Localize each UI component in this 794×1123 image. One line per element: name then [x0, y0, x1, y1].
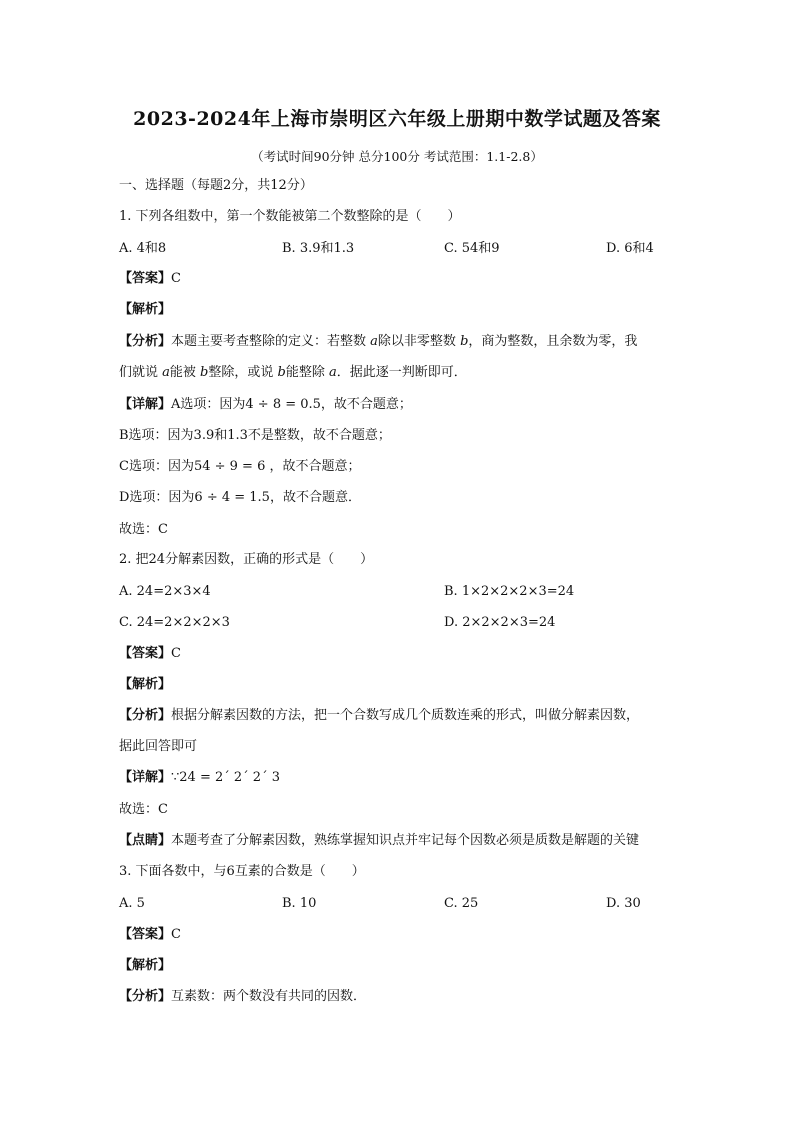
- comment-text: 本题考查了分解素因数，熟练掌握知识点并牢记每个因数必须是质数是解题的关键: [171, 833, 640, 848]
- answer-label: 【答案】: [119, 927, 172, 942]
- fenxi-text: ．据此逐一判断即可．: [336, 365, 467, 380]
- q2-detail: [119, 769, 280, 787]
- q2-option-d: D. 2×2×2×3=24: [444, 615, 556, 630]
- q2-option-b: B. 1×2×2×2×3=24: [444, 584, 575, 599]
- answer-label: 【答案】: [119, 271, 172, 286]
- q1-answer: [119, 270, 181, 288]
- q3-stem: 3. 下面各数中，与6互素的合数是（ ）: [119, 864, 365, 879]
- fenxi-text: 们就说: [119, 365, 163, 380]
- var-a: a: [370, 334, 378, 349]
- fenxi-text: 能整除: [285, 365, 329, 380]
- var-a: a: [328, 365, 337, 380]
- q3-option-b: B. 10: [282, 896, 317, 911]
- comment-label: 【点睛】: [119, 833, 172, 848]
- section-heading: 一、选择题（每题2分，共12分）: [119, 178, 313, 193]
- q3-option-a: A. 5: [119, 896, 145, 911]
- q3-fenxi: [119, 988, 366, 1006]
- detail-label: 【详解】: [119, 770, 172, 785]
- q2-option-c: C. 24=2×2×2×3: [119, 615, 230, 630]
- q1-fenxi-line1: [119, 333, 637, 351]
- fenxi-text: 互素数：两个数没有共同的因数．: [171, 989, 367, 1004]
- detail-text: ∵24 = 2´ 2´ 2´ 3: [171, 770, 280, 785]
- q1-analysis-heading: 【解析】: [119, 302, 172, 317]
- fenxi-text: ，商为整数，且余数为零，我: [468, 334, 638, 349]
- q2-analysis-heading: 【解析】: [119, 677, 172, 692]
- var-a: a: [162, 365, 170, 380]
- fenxi-text: 根据分解素因数的方法，把一个合数写成几个质数连乘的形式，叫做分解素因数，: [171, 708, 640, 723]
- fenxi-text: 能被: [169, 365, 201, 380]
- q1-detail-c: C选项：因为54 ÷ 9 = 6 ，故不合题意；: [119, 459, 361, 474]
- fenxi-label: 【分析】: [119, 989, 172, 1004]
- q1-option-a: A. 4和8: [119, 241, 167, 256]
- q1-fenxi-line2: [119, 364, 467, 382]
- fenxi-text: 除以非零整数: [377, 334, 461, 349]
- q1-detail-b: B选项：因为3.9和1.3不是整数，故不合题意；: [119, 428, 391, 443]
- q2-fenxi-line2: 据此回答即可: [119, 739, 198, 754]
- answer-value: C: [171, 271, 181, 286]
- q3-option-d: D. 30: [606, 896, 641, 911]
- fenxi-label: 【分析】: [119, 334, 172, 349]
- var-b: b: [277, 365, 286, 380]
- q1-choose: 故选：C: [119, 522, 168, 537]
- q3-answer: [119, 926, 181, 944]
- fenxi-text: 本题主要考查整除的定义：若整数: [171, 334, 371, 349]
- answer-value: C: [171, 646, 181, 661]
- page-title: 2023-2024年上海市崇明区六年级上册期中数学试题及答案: [133, 108, 661, 130]
- q3-option-c: C. 25: [444, 896, 479, 911]
- q2-stem: 2. 把24分解素因数，正确的形式是（ ）: [119, 552, 374, 567]
- q1-detail-a: [119, 396, 412, 414]
- detail-text: A选项：因为4 ÷ 8 = 0.5，故不合题意；: [171, 397, 412, 412]
- q1-detail-d: D选项：因为6 ÷ 4 = 1.5，故不合题意．: [119, 490, 361, 505]
- q2-answer: [119, 645, 181, 663]
- q1-option-c: C. 54和9: [444, 241, 500, 256]
- detail-label: 【详解】: [119, 397, 172, 412]
- answer-value: C: [171, 927, 181, 942]
- q1-stem: 1. 下列各组数中，第一个数能被第二个数整除的是（ ）: [119, 209, 461, 224]
- fenxi-text: 整除，或说: [208, 365, 278, 380]
- q3-analysis-heading: 【解析】: [119, 958, 172, 973]
- q2-option-a: A. 24=2×3×4: [119, 584, 211, 599]
- q2-choose: 故选：C: [119, 802, 168, 817]
- q1-option-d: D. 6和4: [606, 241, 654, 256]
- var-b: b: [200, 365, 209, 380]
- var-b: b: [460, 334, 469, 349]
- q2-comment: [119, 832, 639, 850]
- exam-info: （考试时间90分钟 总分100分 考试范围：1.1-2.8）: [251, 149, 543, 164]
- q2-fenxi-line1: [119, 707, 639, 725]
- q1-option-b: B. 3.9和1.3: [282, 241, 355, 256]
- answer-label: 【答案】: [119, 646, 172, 661]
- fenxi-label: 【分析】: [119, 708, 172, 723]
